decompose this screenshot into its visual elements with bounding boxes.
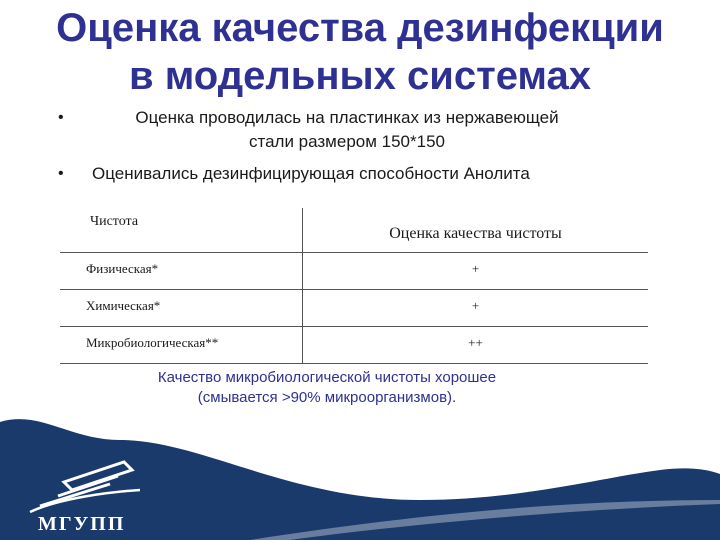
footer-decoration [0, 400, 720, 540]
table-row [60, 290, 648, 327]
table-row [60, 327, 648, 364]
conclusion-line2: (смывается >90% микроорганизмов). [197, 389, 457, 406]
bullet-text-line2: стали размером 150*150 [248, 132, 445, 151]
table-header-cell: Оценка качества чистоты [303, 208, 649, 253]
bullet-text: Оценивались дезинфицирующая способности Анолита [92, 164, 530, 183]
slide-title [0, 4, 720, 100]
bullet-marker: • [58, 165, 64, 182]
table-cell: ++ [303, 327, 649, 364]
bullet-text-line1: Оценка проводилась на пластинках из нержавеющей [135, 108, 559, 127]
quality-table [60, 208, 648, 364]
table-header-row [60, 208, 648, 253]
table-cell: Химическая* [60, 290, 303, 327]
conclusion-line1: Качество микробиологической чистоты хорошее [157, 369, 497, 386]
logo-text: МГУПП [38, 513, 126, 535]
slide-title-line1: Оценка качества дезинфекции [56, 6, 664, 50]
table-header-cell: Чистота [60, 208, 303, 253]
table-cell: + [303, 253, 649, 290]
bullet-text [92, 106, 602, 154]
table-row [60, 253, 648, 290]
table-cell: Микробиологическая** [60, 327, 303, 364]
table-cell: + [303, 290, 649, 327]
bullet-marker: • [58, 109, 64, 126]
slide-title-line2: в модельных системах [129, 54, 591, 98]
table-cell: Физическая* [60, 253, 303, 290]
